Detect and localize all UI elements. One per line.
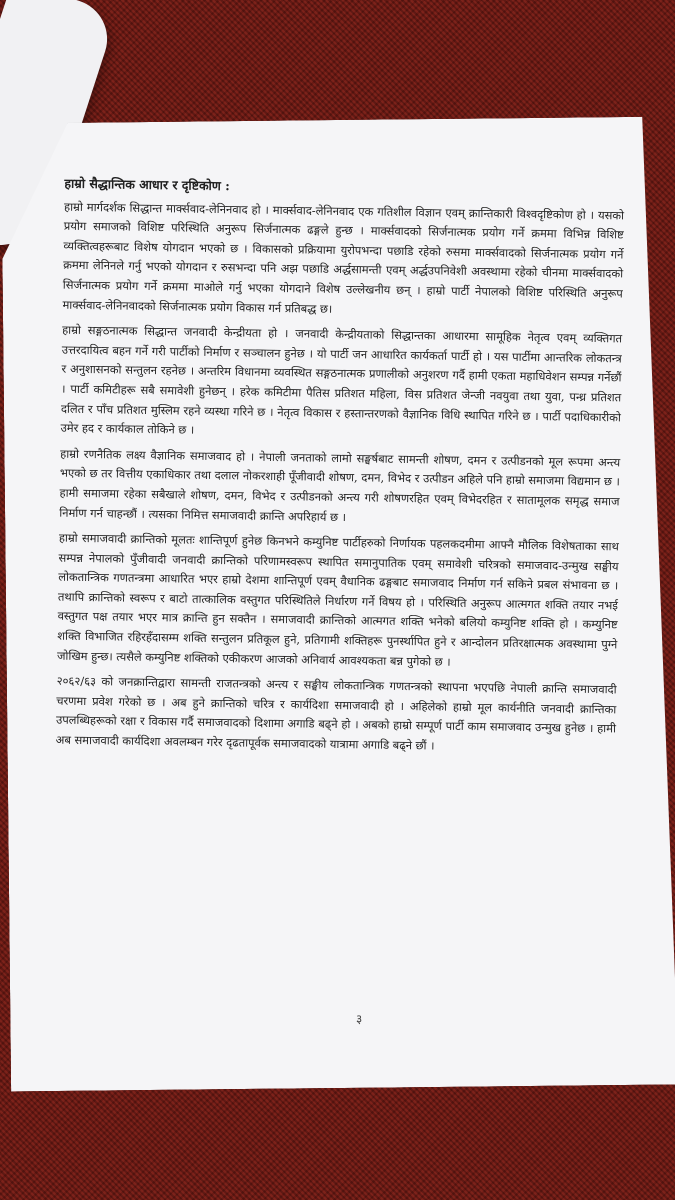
paragraph-socialist-revolution: हाम्रो समाजवादी क्रान्तिको मूलतः शान्तिपूर्ण हुनेछ किनभने कम्युनिष्ट पार्टीहरुको निर्णायक पहलकदमीमा आफ्नै मौलिक विशेषताका साथ सम्पन्न नेपालको पुँजीवादी जनवादी क्रान्तिको परिणामस्वरूप स्थापित समानुपातिक एवम् समावेशी चरित्रको समाजवाद-उन्मुख सङ्घीय लोकतान्त्रिक गणतन्त्रमा आधारित भएर हाम्रो देशमा शान्तिपूर्ण एवम् वैधानिक ढङ्गबाट समाजवाद निर्माण गर्न सकिने प्रबल संभावना छ । तथापि क्रान्तिको स्वरूप र बाटो तात्कालिक वस्तुगत परिस्थितिले निर्धारण गर्ने विषय हो । परिस्थिति अनुरूप आत्मगत शक्ति तयार नभई वस्तुगत पक्ष तयार भएर मात्र क्रान्ति हुन सक्तैन । समाजवादी क्रान्तिको आत्मगत शक्ति भनेको बलियो कम्युनिष्ट शक्ति हो । कम्युनिष्ट शक्ति विभाजित रहिरहँदासम्म शक्ति सन्तुलन प्रतिकूल हुने, प्रतिगामी शक्तिहरू पुनर्स्थापित हुने र आन्दोलन प्रतिरक्षात्मक अवस्थामा पुग्ने जोखिम हुन्छ। त्यसैले कम्युनिष्ट शक्तिको एकीकरण आजको अनिवार्य आवश्यकता बन्न पुगेको छ । [56,530,619,669]
paragraph-strategic-goal: हाम्रो रणनैतिक लक्ष्य वैज्ञानिक समाजवाद हो । नेपाली जनताको लामो सङ्घर्षबाट सामन्ती शोषण, दमन र उत्पीडनको मूल रूपमा अन्त्य भएको छ तर वित्तीय एकाधिकार तथा दलाल नोकरशाही पूँजीवादी शोषण, दमन, विभेद र उत्पीडन अहिले पनि हाम्रो समाजमा विद्यमान छ । हामी समाजमा रहेका सबैखाले शोषण, दमन, विभेद र उत्पीडनको अन्त्य गरी शोषणरहित एवम् विभेदरहित र सातामूलक समृद्ध समाज निर्माण गर्न चाहन्छौं । त्यसका निमित्त समाजवादी क्रान्ति अपरिहार्य छ । [59,446,621,524]
paragraph-current-stage: २०६२/६३ को जनक्रान्तिद्वारा सामन्ती राजतन्त्रको अन्त्य र सङ्घीय लोकतान्त्रिक गणतन्त्रको स्थापना भएपछि नेपाली क्रान्ति समाजवादी चरणमा प्रवेश गरेको छ । अब हुने क्रान्तिको चरित्र र कार्यदिशा समाजवादी हो । अहिलेको हाम्रो मूल कार्यनीति जनवादी क्रान्तिका उपलब्धिहरूको रक्षा र विकास गर्दै समाजवादको दिशामा अगाडि बढ्ने हो । अबको हाम्रो सम्पूर्ण पार्टी काम समाजवाद उन्मुख हुनेछ । हामी अब समाजवादी कार्यदिशा अवलम्बन गरेर दृढतापूर्वक समाजवादको यात्रामा अगाडि बढ्ने छौं । [55,673,617,753]
page-number: ३ [356,1012,363,1026]
document-body [55,174,624,765]
paragraph-organization: हाम्रो सङ्गठनात्मक सिद्धान्त जनवादी केन्द्रीयता हो । जनवादी केन्द्रीयताको सिद्धान्तका आधारमा सामूहिक नेतृत्व एवम् व्यक्तिगत उत्तरदायित्व बहन गर्ने गरी पार्टीको निर्माण र सञ्चालन हुनेछ । यो पार्टी जन आधारित कार्यकर्ता पार्टी हो । यस पार्टीमा आन्तरिक लोकतन्त्र र अनुशासनको सन्तुलन रहनेछ । अन्तरिम विधानमा व्यवस्थित सङ्गठनात्मक प्रणालीको अनुशरण गर्दै हामी एकता महाधिवेशन सम्पन्न गर्नेछौं । पार्टी कमिटीहरू सबै समावेशी हुनेछन् । हरेक कमिटीमा पैतिस प्रतिशत महिला, विस प्रतिशत जेन्जी नवयुवा तथा युवा, पन्ध्र प्रतिशत दलित र पाँच प्रतिशत मुस्लिम रहने व्यस्था गरिने छ । नेतृत्व विकास र हस्तान्तरणको वैज्ञानिक विधि स्थापित गरिने छ । पार्टी पदाधिकारीको उमेर हद र कार्यकाल तोकिने छ । [60,322,623,437]
paragraph-ideology: हाम्रो मार्गदर्शक सिद्धान्त मार्क्सवाद-लेनिनवाद हो । मार्क्सवाद-लेनिनवाद एक गतिशील विज्ञान एवम् क्रान्तिकारी विश्वदृष्टिकोण हो । यसको प्रयोग समाजको विशिष्ट परिस्थिति अनुरूप सिर्जनात्मक ढङ्गले हुन्छ । मार्क्सवादको सिर्जनात्मक प्रयोग गर्ने क्रममा विभिन्न विशिष्ट व्यक्तित्वहरूबाट विशेष योगदान भएको छ । विकासको प्रक्रियामा युरोपभन्दा पछाडि रहेको रुसमा मार्क्सवादको सिर्जनात्मक प्रयोग गर्ने क्रममा लेनिनले गर्नु भएको योगदान र रुसभन्दा पनि अझ पछाडि अर्द्धसामन्ती एवम् अर्द्धउपनिवेशी अवस्थामा रहेको चीनमा मार्क्सवादको सिर्जनात्मक प्रयोग गर्ने क्रममा माओले गर्नु भएका योगदाने विशेष उल्लेखनीय छन् । हाम्रो पार्टी नेपालको विशिष्ट परिस्थिति अनुरूप मार्क्सवाद-लेनिनवादको सिर्जनात्मक प्रयोग विकास गर्न प्रतिबद्ध छ। [62,199,625,316]
section-heading: हाम्रो सैद्धान्तिक आधार र दृष्टिकोण : [64,175,230,194]
